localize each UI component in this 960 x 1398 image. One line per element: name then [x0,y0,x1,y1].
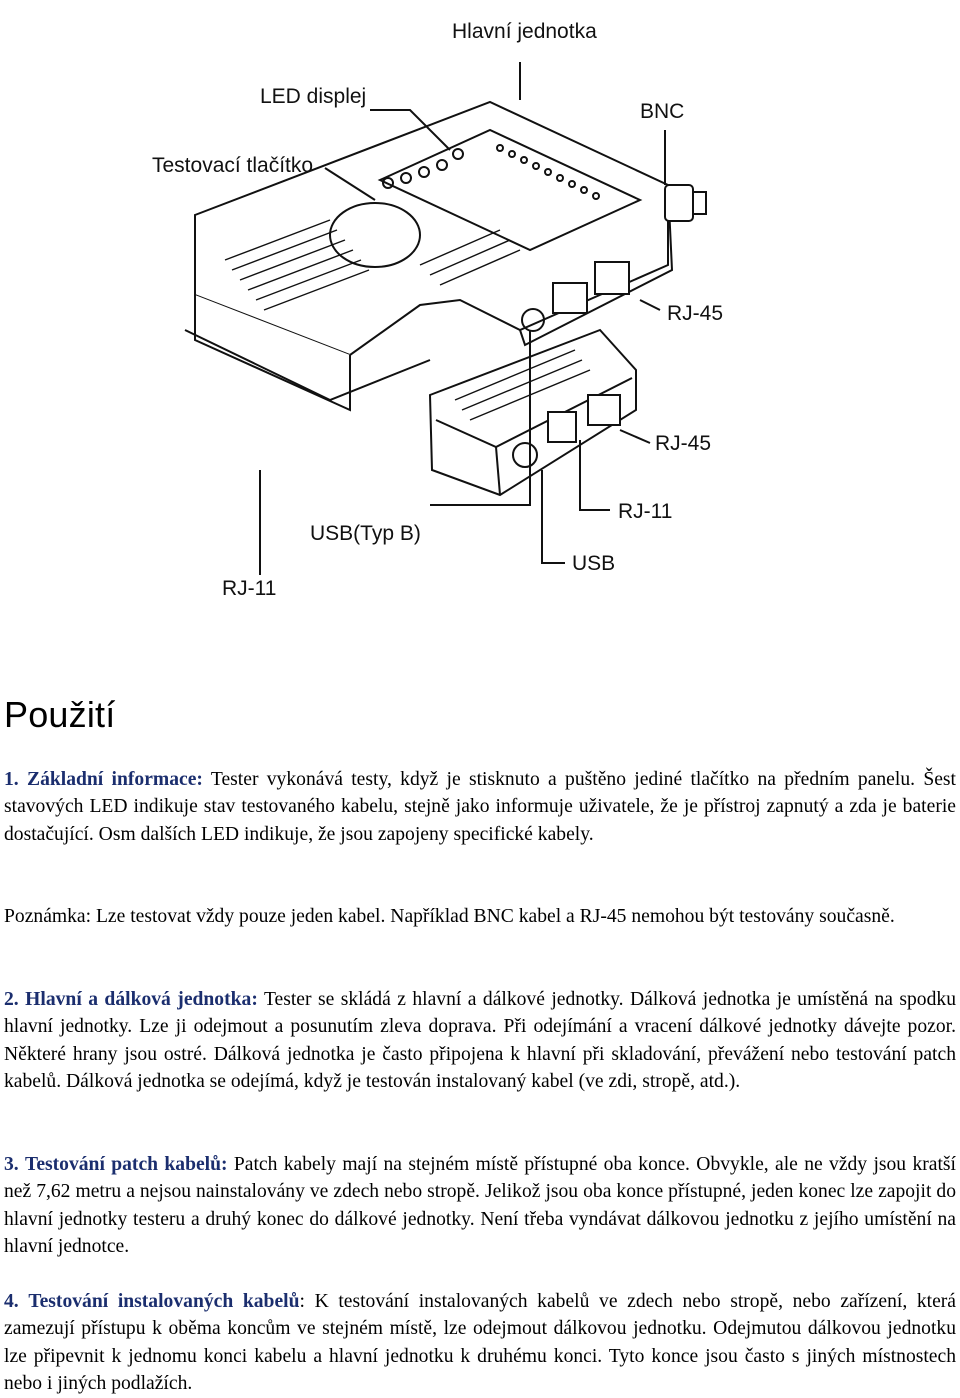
label-rj11-main: RJ-11 [222,577,277,600]
section-installed-cables [4,1288,956,1397]
label-rj45-main: RJ-45 [667,302,724,325]
label-rj45-remote: RJ-45 [655,432,712,455]
label-rj11-remote: RJ-11 [618,500,673,523]
section-main-remote-unit [4,986,956,1095]
label-bnc: BNC [640,100,685,123]
section-heading: Testování instalovaných kabelů [28,1291,300,1312]
section-number: 1. [4,769,19,790]
section-patch-cables [4,1151,956,1260]
section-text: Tester se skládá z hlavní a dálkové jednotky. Dálková jednotka je umístěná na spodku hlavní jednotky. Lze ji odejmout a posunutím zleva doprava. Při odejímání a vracení dálkové jednotky dávejte pozor. Některé hrany jsou ostré. Dálková jednotka je často připojena k hlavní při skladování, převážení nebo testování patch kabelů. Dálková jednotka se odejímá, když je testován instalovaný kabel (ve zdi, stropě, atd.). [4,989,956,1092]
section-number: 3. [4,1154,19,1175]
section-text: Patch kabely mají na stejném místě přístupné oba konce. Obvykle, ale ne vždy jsou kratší než 7,62 metru a nejsou nainstalovány ve zdech nebo stropě. Jelikož jsou oba konce přístupné, jeden konec lze zapojit do hlavní jednotky testeru a druhý konec do dálkové jednotky. Není třeba vyndávat dálkovou jednotku z jejího umístění na hlavní jednotce. [4,1154,956,1257]
section-basic-info [4,766,956,848]
label-main-unit: Hlavní jednotka [452,20,597,43]
label-usb: USB [572,552,616,575]
section-number: 2. [4,989,19,1010]
page-title: Použití [4,694,116,735]
note-paragraph: Poznámka: Lze testovat vždy pouze jeden kabel. Například BNC kabel a RJ-45 nemohou být testovány současně. [4,906,895,927]
label-test-button: Testovací tlačítko [152,154,314,177]
section-heading: Hlavní a dálková jednotka: [25,989,258,1010]
section-text: : K testování instalovaných kabelů ve zdech nebo stropě, nebo zařízení, která zamezují přístupu k oběma koncům ve stejném místě, lze odejmout dálkovou jednotku. Odejmutou dálkovou jednotku lze připevnit k jednomu konci kabelu a hlavní jednotku k druhému konci. Tyto konce jsou často s jiných místnostech nebo i jiných podlažích. [4,1291,957,1394]
section-number: 4. [4,1291,19,1312]
cable-tester-diagram [0,0,960,640]
section-text: Tester vykonává testy, když je stisknuto a puštěno jediné tlačítko na předním panelu. Šest stavových LED indikuje stav testovaného kabelu, stejně jako informuje uživatele, že je přístroj zapnutý a zda je baterie dostačující. Osm dalších LED indikuje, že jsou zapojeny specifické kabely. [4,769,956,845]
label-usb-type-b: USB(Typ B) [310,522,421,545]
section-heading: Testování patch kabelů: [25,1154,228,1175]
section-heading: Základní informace: [27,769,203,790]
label-led-display: LED displej [260,85,367,108]
